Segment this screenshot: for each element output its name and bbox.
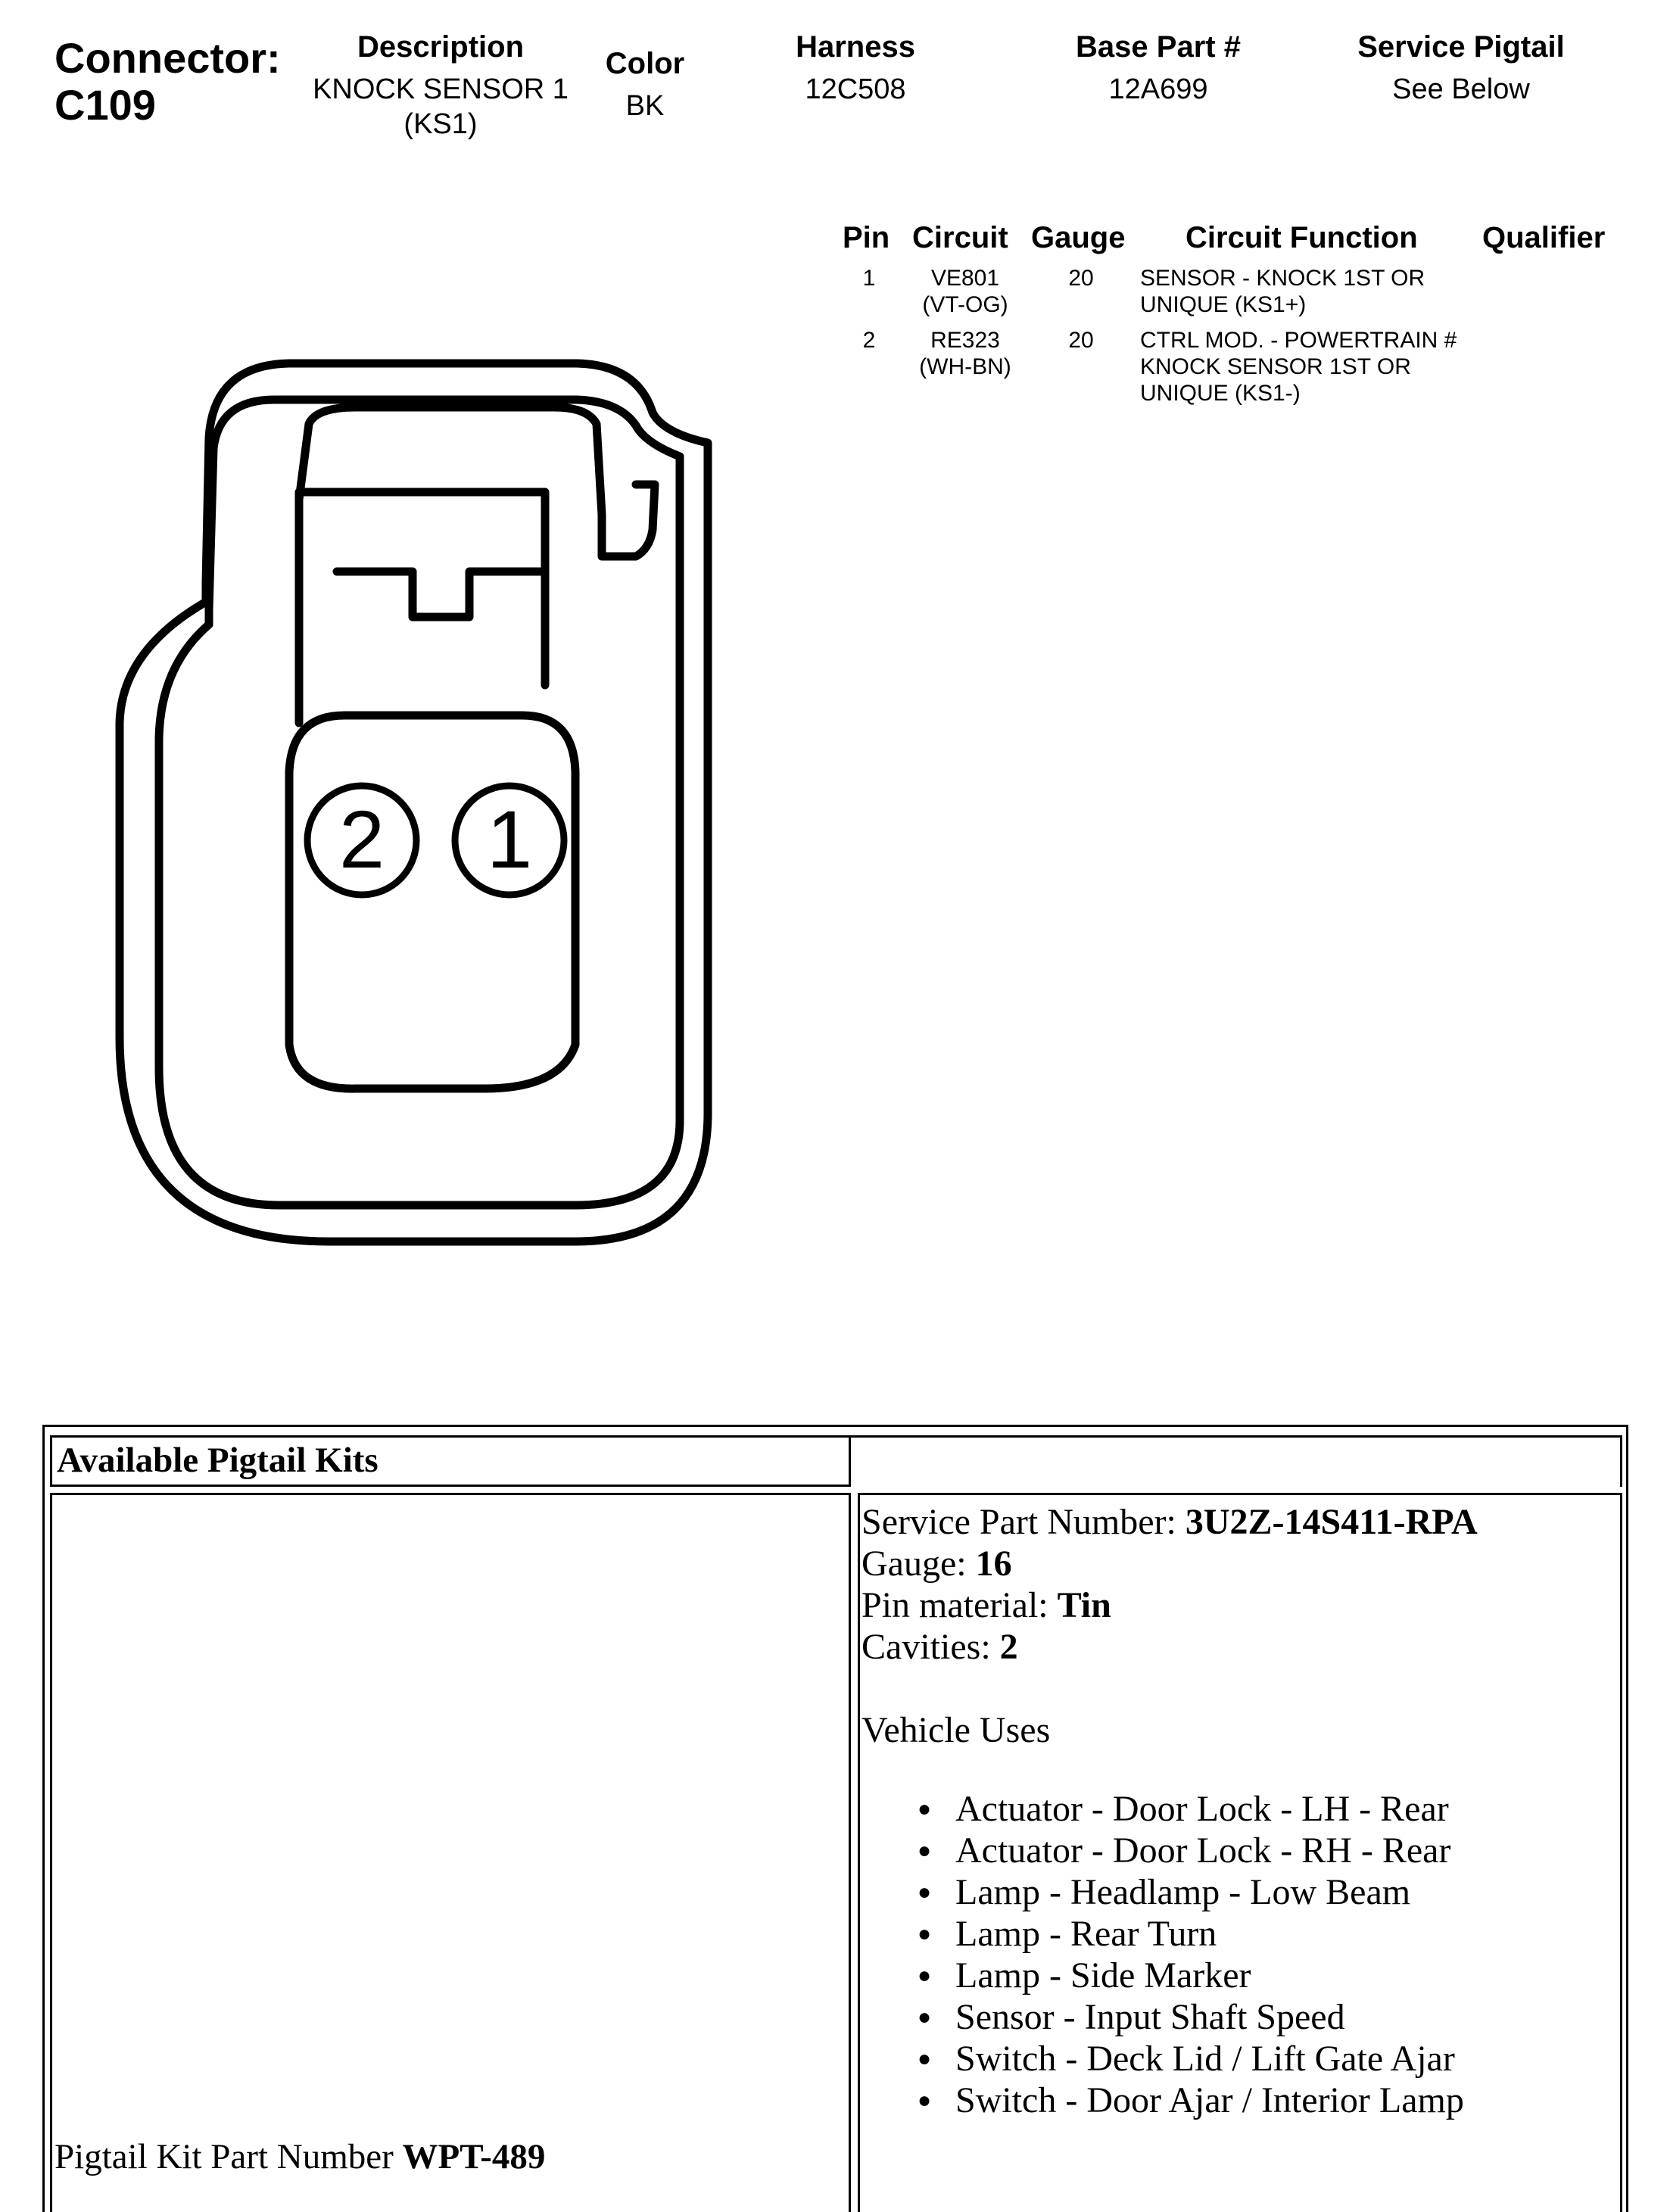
vehicle-use-text: Lamp - Side Marker [955,1955,1251,1995]
pin-row-2-function-line2: KNOCK SENSOR 1ST OR [1140,354,1411,379]
pigtail-image-cell [50,1493,851,2212]
description-line2: (KS1) [403,108,478,140]
pigtail-gauge-label: Gauge: [861,1544,976,1584]
color-value: BK [625,90,665,122]
circuit-header: Circuit [912,221,1008,254]
harness-value: 12C508 [805,73,906,105]
vehicle-uses-label: Vehicle Uses [861,1710,1051,1750]
latch-tab [299,492,545,723]
cavities-value: 2 [999,1627,1018,1667]
pin-row-2-circuit [901,327,1030,380]
list-item [861,1955,1464,1996]
kit-part-value: WPT-489 [402,2137,546,2176]
service-pigtail-column [1332,30,1590,107]
list-item [861,1830,1464,1871]
kit-part-label: Pigtail Kit Part Number [55,2137,403,2176]
circuit-function-header: Circuit Function [1186,221,1418,254]
service-part-label: Service Part Number: [861,1502,1186,1542]
bullet-icon: ● [918,1963,932,1988]
list-item [861,2038,1464,2080]
vehicle-use-text: Lamp - Headlamp - Low Beam [955,1872,1411,1912]
pin-material-label: Pin material: [861,1585,1058,1625]
service-part-number [861,1501,1478,1543]
cavity-body [289,715,575,1089]
qualifier-header: Qualifier [1482,221,1606,254]
list-item [861,2080,1464,2121]
vehicle-use-text: Switch - Deck Lid / Lift Gate Ajar [955,2039,1455,2079]
gauge-header: Gauge [1031,221,1126,254]
base-part-column [1045,30,1272,107]
vehicle-use-text: Actuator - Door Lock - RH - Rear [955,1830,1451,1871]
vehicle-uses-list [861,1788,1464,2121]
connector-id: C109 [55,81,156,129]
bullet-icon: ● [918,1921,932,1946]
bullet-icon: ● [918,2046,932,2071]
pin-row-2-function-line1: CTRL MOD. - POWERTRAIN # [1140,328,1457,353]
description-line1: KNOCK SENSOR 1 [313,73,569,105]
bullet-icon: ● [918,1880,932,1905]
pigtail-section-title: Available Pigtail Kits [50,1435,851,1487]
vehicle-use-text: Actuator - Door Lock - LH - Rear [955,1789,1449,1829]
service-pigtail-label: Service Pigtail [1357,30,1565,64]
pin-row-1-pin: 1 [862,266,876,291]
vehicle-use-text: Sensor - Input Shaft Speed [955,1997,1345,2037]
service-pigtail-value: See Below [1392,73,1530,105]
pin-row-1-circuit [901,265,1030,318]
connector-face-diagram [114,348,719,1257]
pin-header: Pin [843,221,890,254]
pigtail-gauge-value: 16 [975,1544,1012,1584]
pin-row-2-function [1140,327,1496,407]
list-item [861,1996,1464,2038]
cavity-2-label: 2 [338,793,385,885]
pin-row-2-circuit-code: RE323 [930,328,1000,353]
list-item [861,1788,1464,1830]
vehicle-use-text: Switch - Door Ajar / Interior Lamp [955,2080,1464,2120]
pin-material-value: Tin [1057,1585,1111,1625]
bullet-icon: ● [918,2005,932,2030]
pin-row-1-function-line2: UNIQUE (KS1+) [1140,292,1307,317]
pin-material [861,1584,1111,1626]
list-item [861,1871,1464,1913]
pigtail-kit-part-number [55,2136,545,2177]
bullet-icon: ● [918,1838,932,1863]
cavities-label: Cavities: [861,1627,1000,1667]
description-column [297,30,584,142]
pin-row-2-function-line3: UNIQUE (KS1-) [1140,381,1301,406]
harness-column [742,30,969,107]
pin-row-1-circuit-code: VE801 [930,266,1000,291]
color-column [584,47,706,123]
pin-row-2-circuit-color: (WH-BN) [919,354,1011,379]
base-part-value: 12A699 [1108,73,1208,105]
list-item [861,1913,1464,1955]
pin-row-1-gauge: 20 [1068,266,1094,291]
pin-row-2-gauge: 20 [1068,328,1094,353]
service-part-value: 3U2Z-14S411-RPA [1185,1502,1478,1542]
connector-label: Connector: [55,34,281,82]
pin-row-1-function [1140,265,1496,318]
pin-row-2-pin: 2 [862,328,876,353]
base-part-label: Base Part # [1076,30,1241,64]
pigtail-header-right-cell [850,1435,1622,1487]
latch-notch [337,572,545,617]
cavity-1-label: 1 [486,793,533,885]
cavities [861,1626,1018,1668]
pin-row-1-circuit-color: (VT-OG) [922,292,1008,317]
connector-title [55,35,281,129]
pigtail-gauge [861,1543,1012,1584]
description-label: Description [357,30,525,64]
bullet-icon: ● [918,1796,932,1821]
pin-row-1-function-line1: SENSOR - KNOCK 1ST OR [1140,266,1425,291]
harness-label: Harness [796,30,915,64]
vehicle-use-text: Lamp - Rear Turn [955,1914,1217,1954]
color-label: Color [605,47,685,80]
bullet-icon: ● [918,2088,932,2113]
latch-lever [299,407,655,556]
